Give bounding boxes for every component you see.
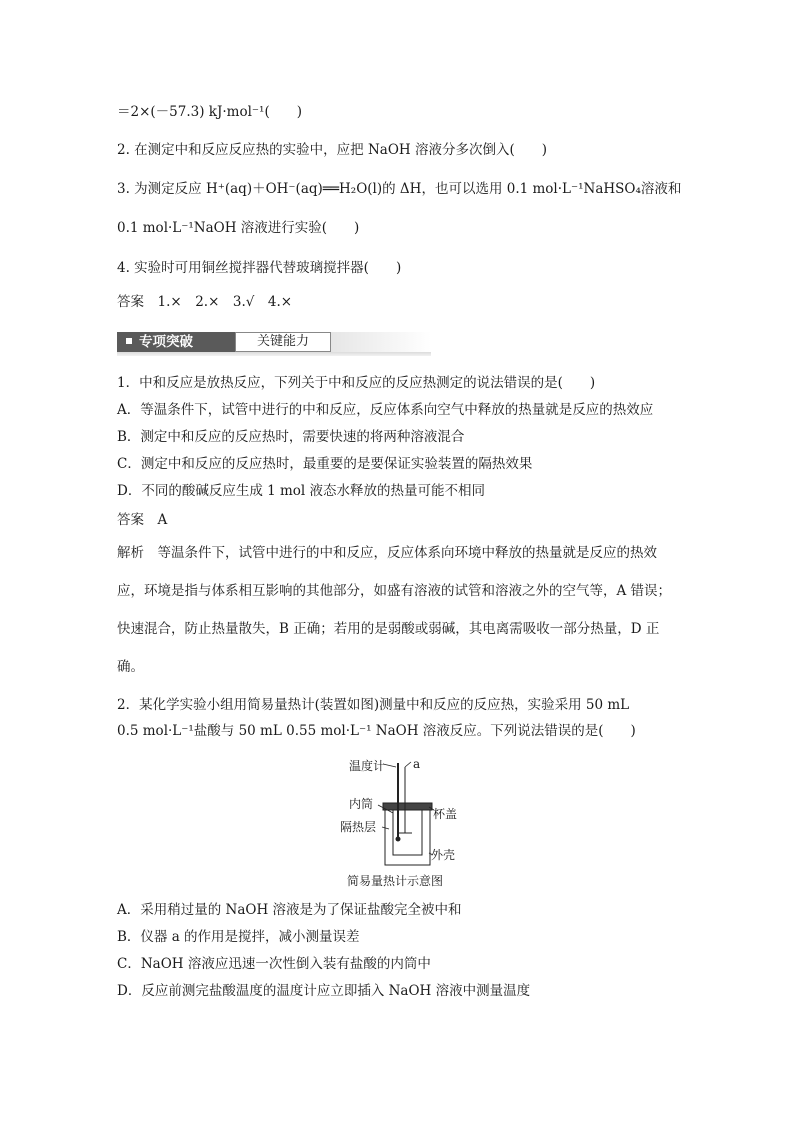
question-2-stem-line-1: 2．某化学实验小组用简易量热计(装置如图)测量中和反应的反应热，实验采用 50 mL <box>117 697 630 713</box>
thermometer-label: 温度计 <box>349 759 386 773</box>
question-1-option-b: B．测定中和反应的反应热时，需要快速的将两种溶液混合 <box>117 429 465 445</box>
question-1-analysis-line-3: 快速混合，防止热量散失，B 正确；若用的是弱酸或弱碱，其电离需吸收一部分热量，D 正 <box>117 621 660 637</box>
outer-shell-outline <box>385 810 430 865</box>
question-2-option-a: A．采用稍过量的 NaOH 溶液是为了保证盐酸完全被中和 <box>117 902 462 918</box>
stirrer-label: a <box>413 757 421 771</box>
banner-title: 专项突破 <box>139 334 193 350</box>
banner-title-box <box>117 332 235 352</box>
insulation-label: 隔热层 <box>340 820 377 834</box>
banner-subtitle: 关键能力 <box>235 332 331 352</box>
judgement-item-4: 4. 实验时可用铜丝搅拌器代替玻璃搅拌器( ) <box>117 260 402 276</box>
question-2-option-b: B．仪器 a 的作用是搅拌，减小测量误差 <box>117 929 360 945</box>
question-2-option-c: C．NaOH 溶液应迅速一次性倒入装有盐酸的内筒中 <box>117 956 431 972</box>
figure-caption: 简易量热计示意图 <box>347 874 444 888</box>
thermometer-bulb <box>396 837 401 842</box>
calorimeter-figure <box>340 757 465 891</box>
banner-gradient-tail <box>331 332 431 352</box>
question-1-analysis-line-1: 解析 等温条件下，试管中进行的中和反应，反应体系向环境中释放的热量就是反应的热效 <box>117 545 657 561</box>
lid-label: 杯盖 <box>433 807 458 821</box>
shell-label: 外壳 <box>431 848 456 862</box>
lid-shape <box>383 803 432 810</box>
question-1-option-a: A．等温条件下，试管中进行的中和反应，反应体系向空气中释放的热量就是反应的热效应 <box>117 402 654 418</box>
question-1-answer: 答案 A <box>117 512 168 528</box>
judgement-answers: 答案 1.× 2.× 3.√ 4.× <box>117 294 293 310</box>
question-2-option-d: D．反应前测完盐酸温度的温度计应立即插入 NaOH 溶液中测量温度 <box>117 983 531 999</box>
square-bullet-icon <box>126 338 132 344</box>
previous-formula-line: ＝2×(－57.3) kJ·mol⁻¹( ) <box>117 104 302 120</box>
question-1-option-d: D．不同的酸碱反应生成 1 mol 液态水释放的热量可能不相同 <box>117 483 486 499</box>
inner-cup-label: 内筒 <box>349 797 374 811</box>
judgement-item-3-continued: 0.1 mol·L⁻¹NaOH 溶液进行实验( ) <box>117 220 360 236</box>
section-banner <box>117 330 431 356</box>
judgement-item-2: 2. 在测定中和反应反应热的实验中，应把 NaOH 溶液分多次倒入( ) <box>117 142 547 158</box>
question-1-stem: 1．中和反应是放热反应，下列关于中和反应的反应热测定的说法错误的是( ) <box>117 375 596 391</box>
question-1-analysis-line-4: 确。 <box>117 659 144 675</box>
question-1-analysis-line-2: 应，环境是指与体系相互影响的其他部分，如盛有溶液的试管和溶液之外的空气等，A 错误； <box>117 583 672 599</box>
question-1-option-c: C．测定中和反应的反应热时，最重要的是要保证实验装置的隔热效果 <box>117 456 533 472</box>
stirrer-leader-line <box>405 762 411 767</box>
judgement-item-3: 3. 为测定反应 H⁺(aq)＋OH⁻(aq)══H₂O(l)的 ΔH，也可以选用 0.1 mol·L⁻¹NaHSO₄溶液和 <box>117 181 682 197</box>
question-2-stem-line-2: 0.5 mol·L⁻¹盐酸与 50 mL 0.55 mol·L⁻¹ NaOH 溶液反应。下列说法错误的是( ) <box>117 723 636 739</box>
